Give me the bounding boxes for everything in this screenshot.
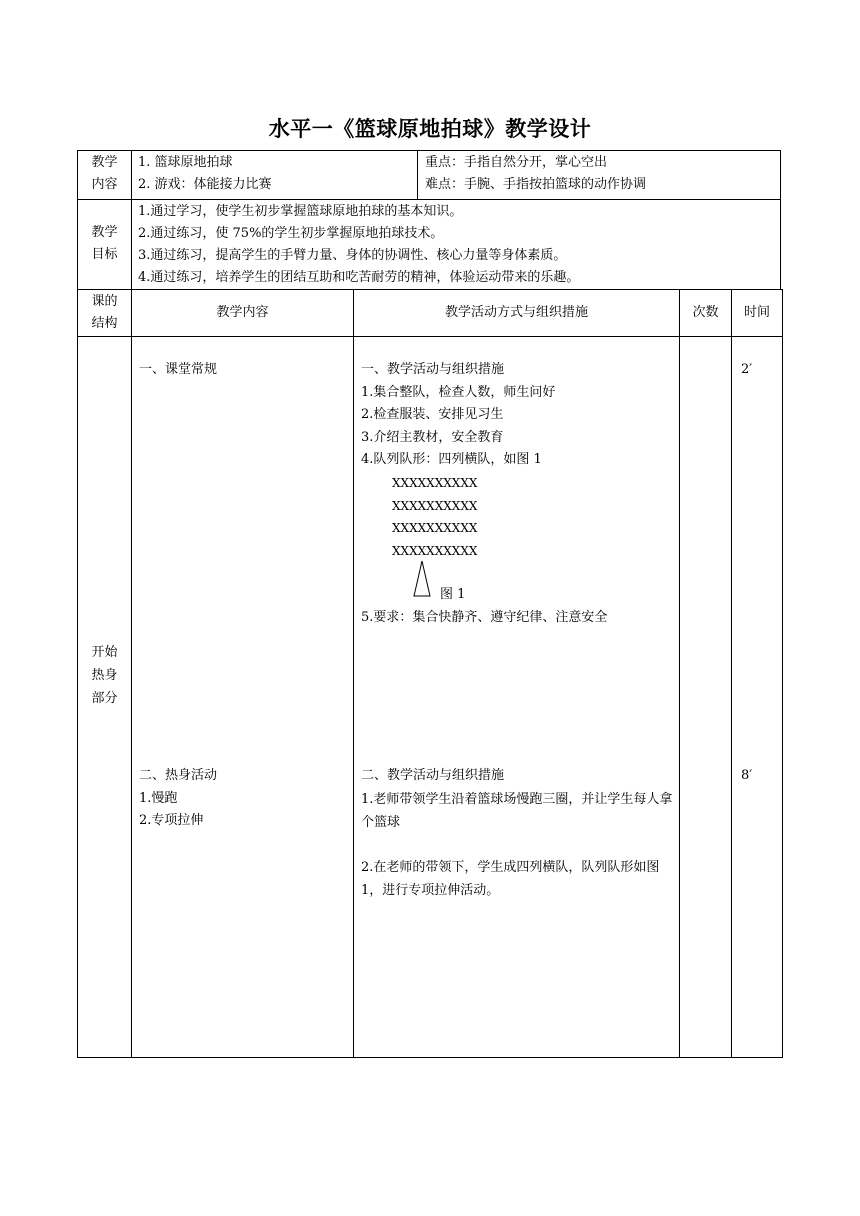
objective-label: 教学 目标 <box>91 225 118 262</box>
block1-item: 2.检查服装、安排见习生 <box>361 407 504 423</box>
lesson-table-divider <box>679 289 680 1058</box>
block1-content: 一、课堂常规 <box>139 362 218 377</box>
content-label: 教学 内容 <box>91 155 118 192</box>
objective-item: 1.通过学习，使学生初步掌握篮球原地拍球的基本知识。 <box>138 204 463 219</box>
block1-methods <box>361 359 555 472</box>
page-title: 水平一《篮球原地拍球》教学设计 <box>268 117 592 141</box>
header-content: 教学内容 <box>216 305 269 320</box>
lesson-table-divider <box>131 289 132 1058</box>
block2-item: 1.慢跑 <box>139 790 178 806</box>
header-structure: 课的 结构 <box>91 294 118 331</box>
block2-item2: 2.在老师的带领下，学生成四列横队，队列队形如图 1，进行专项拉伸活动。 <box>361 860 660 898</box>
block2-heading: 二、教学活动与组织措施 <box>361 768 505 783</box>
formation-row: XXXXXXXXXX <box>392 476 478 490</box>
block2-item1: 1.老师带领学生沿着篮球场慢跑三圈，并让学生每人拿个篮球 <box>361 792 673 830</box>
content-list <box>138 152 272 196</box>
teacher-triangle-icon <box>412 560 432 598</box>
block2-item: 2.专项拉伸 <box>139 813 204 829</box>
lesson-table-divider <box>77 336 783 337</box>
difficulty-point: 难点：手腕、手指按拍篮球的动作协调 <box>425 177 647 192</box>
formation-row: XXXXXXXXXX <box>392 543 478 558</box>
block1-item: 4.队列队形：四列横队，如图 1 <box>361 452 542 468</box>
block2-title: 二、热身活动 <box>139 768 218 783</box>
header-method: 教学活动方式与组织措施 <box>444 305 588 320</box>
block2-content <box>139 765 217 833</box>
key-point: 重点：手指自然分开，掌心空出 <box>425 155 608 170</box>
lesson-table-divider <box>731 289 732 1058</box>
lesson-table-divider <box>353 289 354 1058</box>
content-item: 2. 游戏：体能接力比赛 <box>138 177 272 192</box>
block1-requirement: 5.要求：集合快静齐、遵守纪律、注意安全 <box>361 610 608 625</box>
block1-item: 3.介绍主教材，安全教育 <box>361 429 504 445</box>
block1-time: 2′ <box>741 362 753 377</box>
objective-item: 3.通过练习，提高学生的手臂力量、身体的协调性、核心力量等身体素质。 <box>138 248 567 263</box>
content-item: 1. 篮球原地拍球 <box>138 155 233 170</box>
header-count: 次数 <box>692 305 719 320</box>
info-table-divider <box>417 150 418 199</box>
key-points <box>425 152 646 196</box>
block2-time: 8′ <box>741 768 753 783</box>
figure-caption: 图 1 <box>440 587 466 602</box>
block1-item: 1.集合整队，检查人数，师生问好 <box>361 384 556 400</box>
info-table-divider <box>77 199 781 200</box>
header-time: 时间 <box>743 305 770 320</box>
formation-row: XXXXXXXXXX <box>392 521 478 536</box>
info-table-divider <box>131 150 132 290</box>
objective-list <box>138 201 579 289</box>
section-label: 开始 热身 部分 <box>91 645 118 706</box>
block1-heading: 一、教学活动与组织措施 <box>361 362 505 377</box>
formation-diagram <box>392 472 477 562</box>
objective-item: 2.通过练习，使 75%的学生初步掌握原地拍球技术。 <box>138 226 444 241</box>
objective-item: 4.通过练习，培养学生的团结互助和吃苦耐劳的精神，体验运动带来的乐趣。 <box>138 270 580 285</box>
formation-row: XXXXXXXXXX <box>392 498 478 513</box>
